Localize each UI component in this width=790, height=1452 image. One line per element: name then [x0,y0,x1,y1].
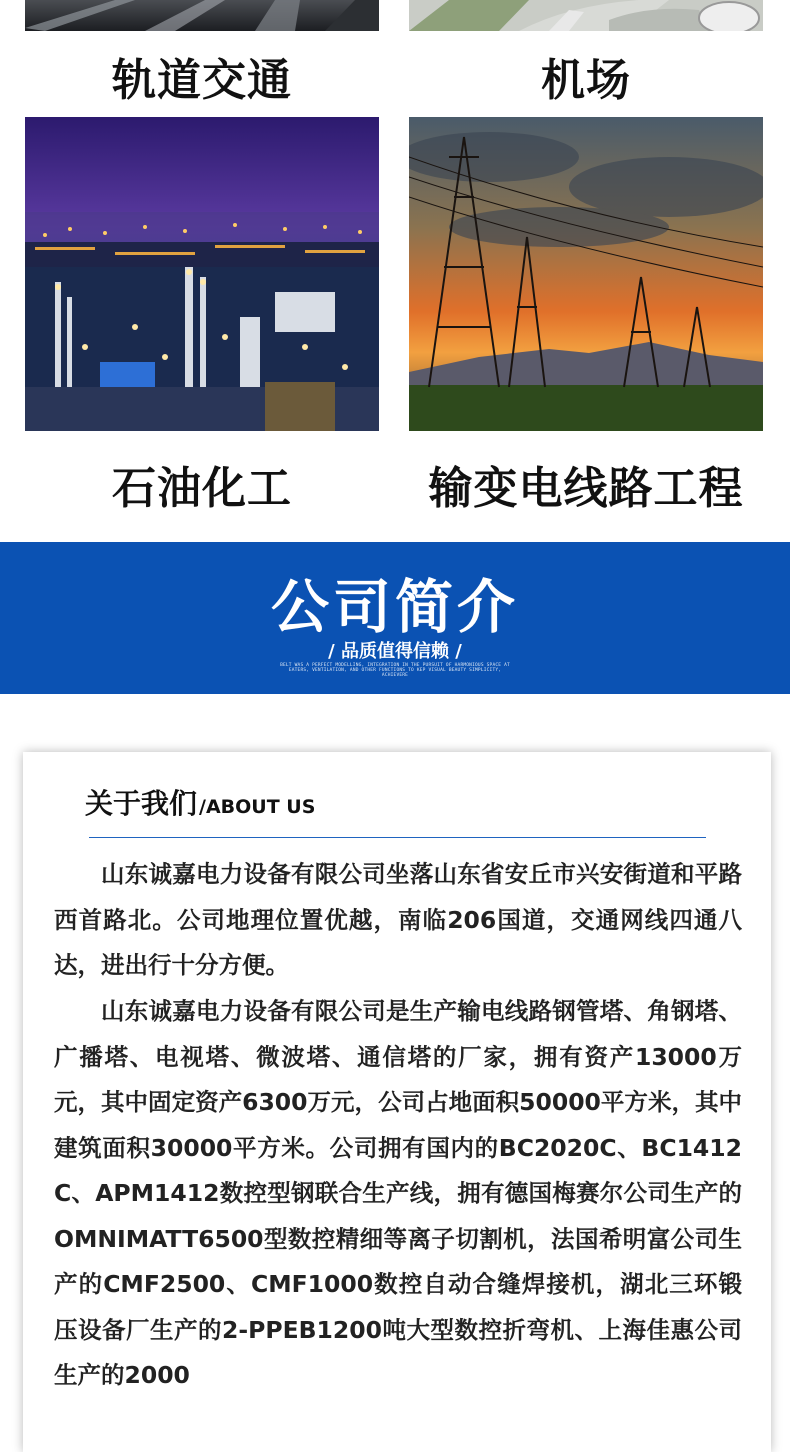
banner-tiny-text: BELT WAS A PERFECT MODELLING, INTEGRATION IN THE PURSUIT OF HARMONIOUS SPACE AT EATERS, VENTILATION, AND OTHER FUNCTIONS TO KEP VISUAL BEAUTY SIMPLICITY, ACHIEVERE [280,663,510,678]
rail-transit-photo [25,0,379,31]
about-paragraph-2: 山东诚嘉电力设备有限公司是生产输电线路钢管塔、角钢塔、广播塔、电视塔、微波塔、通信塔的厂家，拥有资产13000万元，其中固定资产6300万元，公司占地面积50000平方米，其中建筑面积30000平方米。公司拥有国内的BC2020C、BC1412C、APM1412数控型钢联合生产线，拥有德国梅赛尔公司生产的OMNIMATT6500型数控精细等离子切割机，法国希明富公司生产的CMF2500、CMF1000数控自动合缝焊接机，湖北三环锻压设备厂生产的2-PPEB1200吨大型数控折弯机、上海佳惠公司生产的2000 [54,997,742,1389]
company-intro-banner [0,542,790,694]
about-paragraph-1: 山东诚嘉电力设备有限公司坐落山东省安丘市兴安街道和平路西首路北。公司地理位置优越，南临206国道，交通网线四通八达，进出行十分方便。 [54,860,742,979]
petrochemical-photo [25,117,379,431]
rail-transit-caption: 轨道交通 [112,55,292,106]
banner-title: 公司简介 [270,573,519,641]
about-heading-cn: 关于我们 [85,787,198,820]
banner-subtitle: / 品质值得信赖 / [328,641,462,662]
airport-photo [409,0,763,31]
about-card [23,752,771,1452]
heading-divider [89,837,706,838]
power-line-caption: 输变电线路工程 [428,463,744,514]
power-line-photo [409,117,763,431]
about-heading-en: /ABOUT US [199,796,316,818]
airport-caption: 机场 [541,55,631,106]
petrochemical-caption: 石油化工 [112,463,292,514]
about-heading [85,782,315,822]
